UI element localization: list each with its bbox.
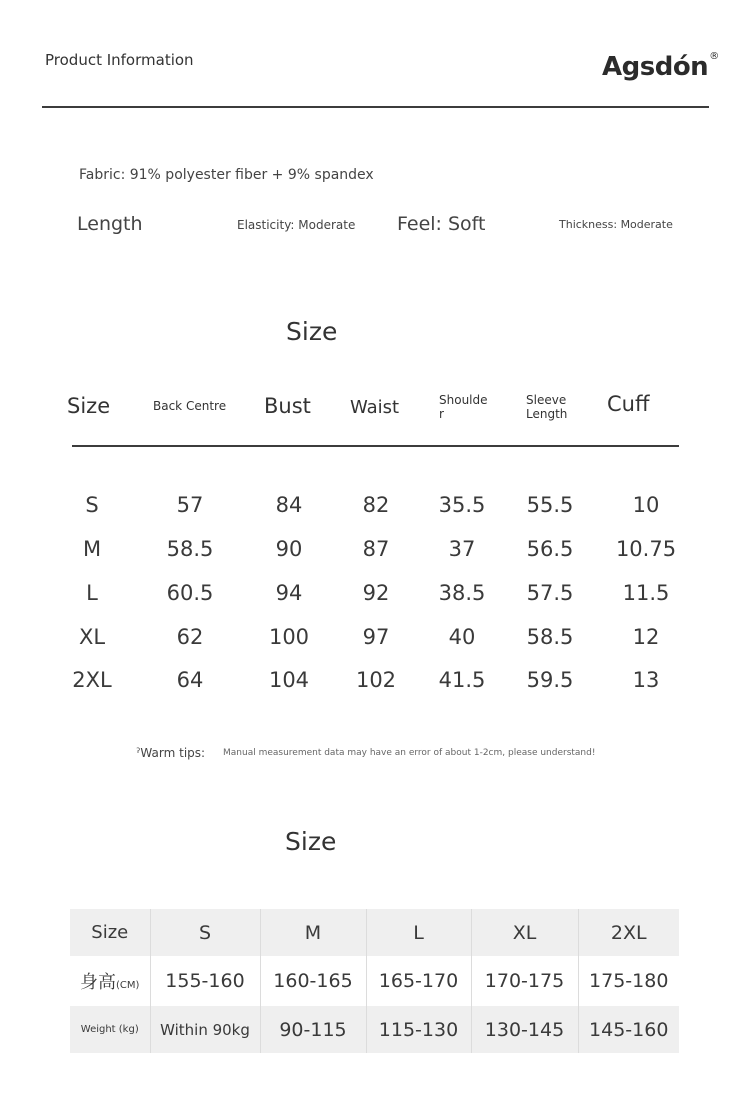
size-guide-header-size: Size: [70, 909, 150, 956]
table-divider: [72, 445, 679, 447]
cell-sleeve-length: 56.5: [526, 537, 574, 561]
height-cell: 160-165: [260, 956, 366, 1006]
measurement-section-title: Size: [286, 317, 338, 346]
warm-tips-label: ˀWarm tips:: [136, 746, 206, 760]
cell-bust: 84: [275, 493, 303, 517]
cell-size: XL: [78, 625, 106, 649]
cell-cuff: 10: [632, 493, 660, 517]
size-guide-height-row: [70, 956, 679, 1006]
header-back-centre: Back Centre: [153, 399, 227, 413]
cell-bust: 100: [268, 625, 310, 649]
size-guide-weight-row: [70, 1006, 679, 1053]
cell-bust: 104: [268, 668, 310, 692]
size-guide-header-xl: XL: [471, 909, 578, 956]
table-row: [0, 581, 750, 611]
cell-sleeve-length: 57.5: [526, 581, 574, 605]
header-waist: Waist: [350, 397, 400, 418]
thickness-attribute: Thickness: Moderate: [559, 218, 673, 231]
table-row: [0, 668, 750, 698]
cell-shoulder: 37: [448, 537, 476, 561]
cell-bust: 94: [275, 581, 303, 605]
height-label: [70, 956, 150, 1006]
header-size: Size: [67, 394, 111, 418]
size-guide-header-l: L: [366, 909, 471, 956]
length-attribute: Length: [77, 213, 143, 235]
weight-cell: Within 90kg: [150, 1006, 260, 1053]
cell-cuff: 11.5: [622, 581, 670, 605]
size-guide-header-s: S: [150, 909, 260, 956]
cell-sleeve-length: 59.5: [526, 668, 574, 692]
weight-cell: 130-145: [471, 1006, 578, 1053]
registered-mark: ®: [709, 51, 719, 63]
cell-sleeve-length: 58.5: [526, 625, 574, 649]
cell-shoulder: 38.5: [438, 581, 486, 605]
cell-size: 2XL: [72, 668, 112, 692]
size-guide-header-2xl: 2XL: [578, 909, 679, 956]
table-row: [0, 537, 750, 567]
table-row: [0, 493, 750, 523]
warm-tips-text: Manual measurement data may have an error of about 1-2cm, please understand!: [223, 748, 596, 758]
cell-waist: 87: [362, 537, 390, 561]
cell-waist: 97: [362, 625, 390, 649]
cell-shoulder: 40: [448, 625, 476, 649]
cell-back-centre: 64: [176, 668, 204, 692]
height-cell: 155-160: [150, 956, 260, 1006]
cell-cuff: 10.75: [615, 537, 677, 561]
header-cuff: Cuff: [607, 392, 650, 416]
header-divider: [42, 106, 709, 108]
cell-waist: 92: [362, 581, 390, 605]
size-guide-header-row: [70, 909, 679, 956]
elasticity-attribute: Elasticity: Moderate: [237, 218, 356, 232]
cell-shoulder: 35.5: [438, 493, 486, 517]
cell-cuff: 13: [632, 668, 660, 692]
weight-cell: 90-115: [260, 1006, 366, 1053]
size-guide-title: Size: [285, 827, 337, 856]
size-guide-table: [70, 909, 679, 1053]
height-cell: 165-170: [366, 956, 471, 1006]
brand-logo: [602, 52, 719, 82]
header-shoulder: Shoulder: [439, 393, 488, 421]
height-label-text: 身高: [80, 972, 117, 993]
cell-size: M: [82, 537, 102, 561]
weight-cell: 115-130: [366, 1006, 471, 1053]
weight-label: Weight (kg): [70, 1006, 150, 1053]
cell-size: S: [85, 493, 99, 517]
height-cell: 170-175: [471, 956, 578, 1006]
weight-cell: 145-160: [578, 1006, 679, 1053]
cell-waist: 102: [355, 668, 397, 692]
cell-waist: 82: [362, 493, 390, 517]
size-guide-header-m: M: [260, 909, 366, 956]
cell-cuff: 12: [632, 625, 660, 649]
cell-back-centre: 60.5: [166, 581, 214, 605]
table-row: [0, 625, 750, 655]
cell-size: L: [86, 581, 98, 605]
feel-attribute: Feel: Soft: [397, 213, 486, 235]
fabric-composition: Fabric: 91% polyester fiber + 9% spandex: [79, 167, 374, 183]
cell-shoulder: 41.5: [438, 668, 486, 692]
height-cell: 175-180: [578, 956, 679, 1006]
cell-bust: 90: [275, 537, 303, 561]
brand-name: Agsdón: [602, 52, 709, 82]
page-title: Product Information: [45, 51, 194, 69]
cell-back-centre: 62: [176, 625, 204, 649]
header-bust: Bust: [264, 394, 311, 418]
height-unit: (CM): [116, 980, 140, 991]
cell-sleeve-length: 55.5: [526, 493, 574, 517]
cell-back-centre: 57: [176, 493, 204, 517]
cell-back-centre: 58.5: [166, 537, 214, 561]
header-sleeve-length: Sleeve Length: [526, 393, 568, 421]
